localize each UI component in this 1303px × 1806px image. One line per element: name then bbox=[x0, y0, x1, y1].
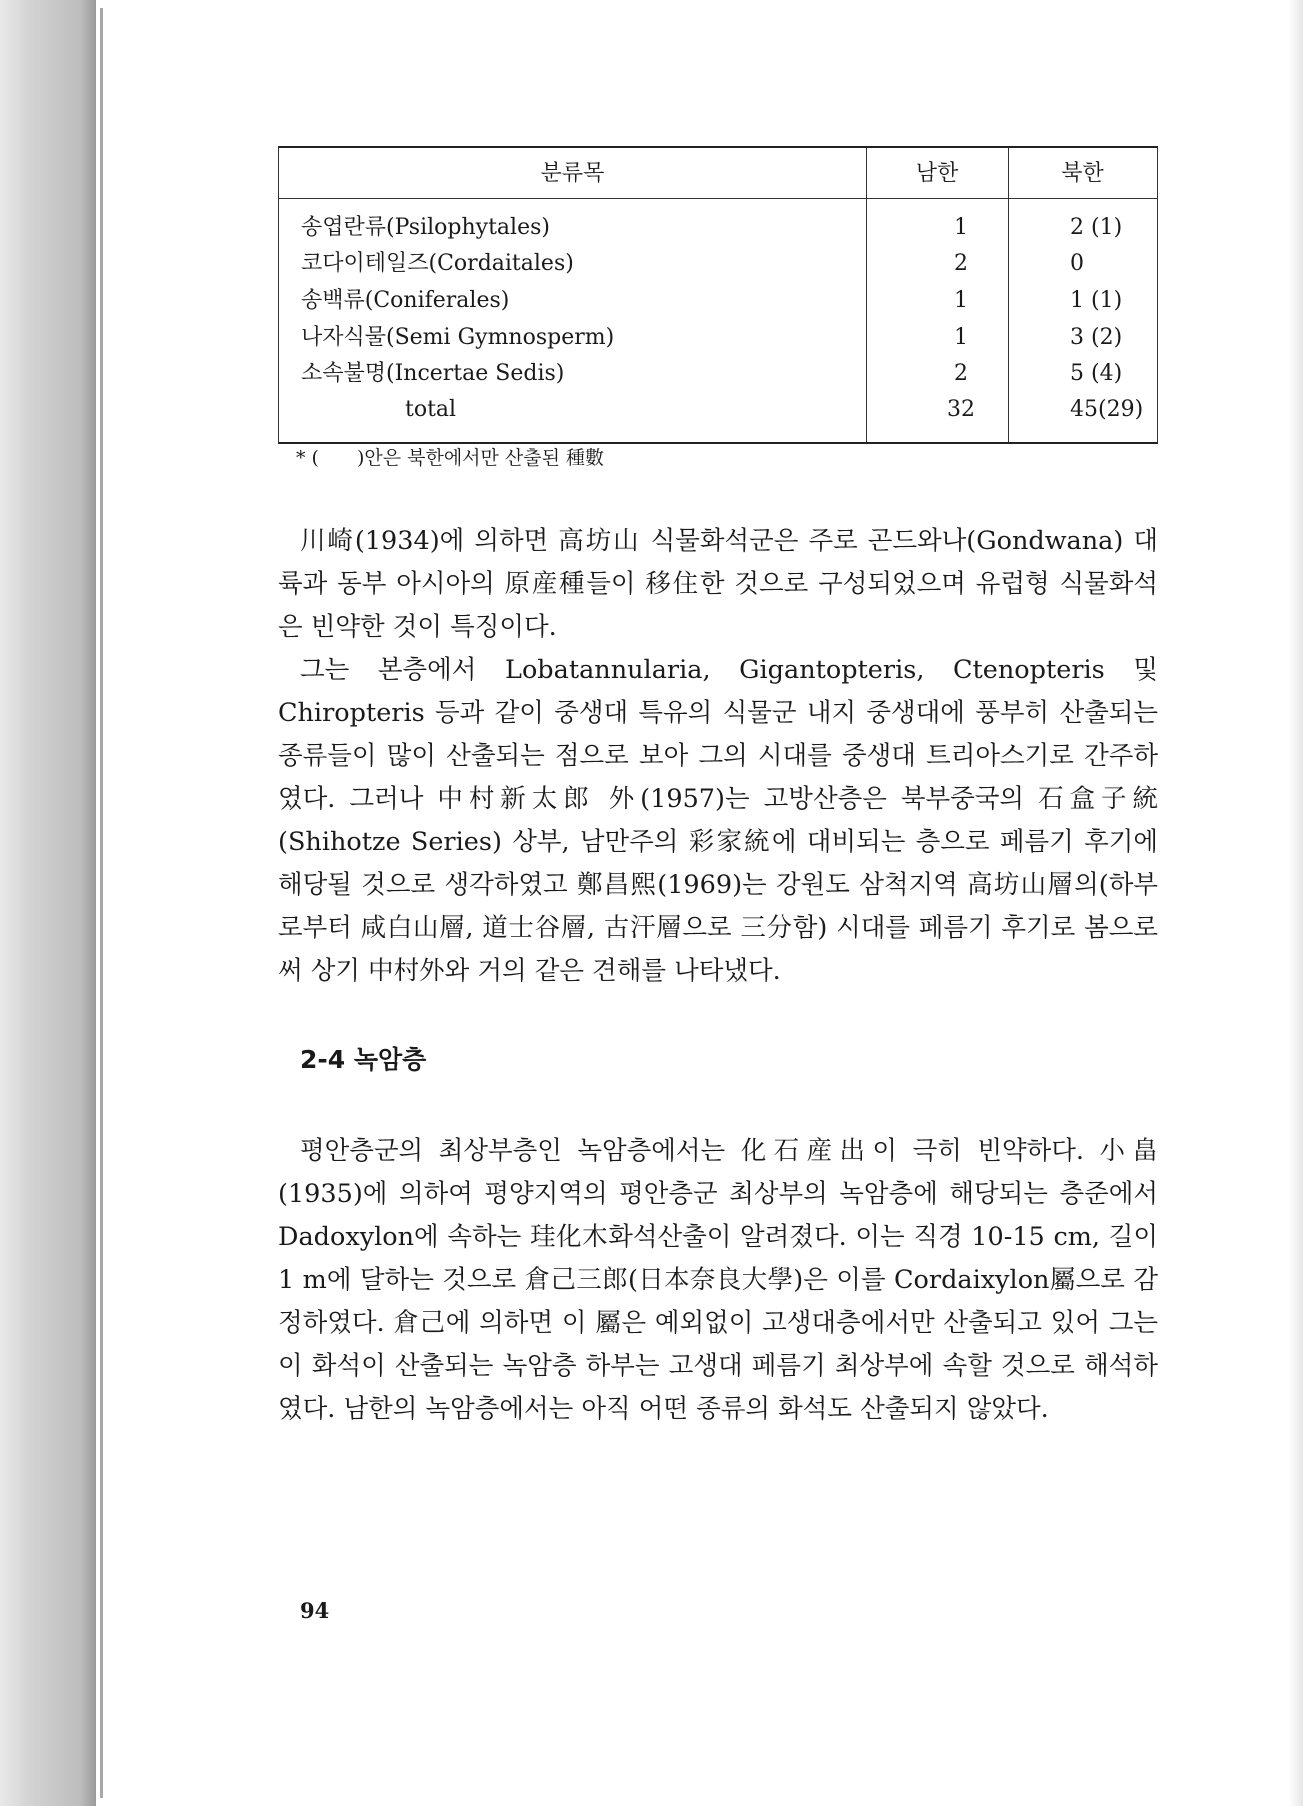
section-heading: 2-4 녹암층 bbox=[300, 1045, 427, 1074]
table-header-rule bbox=[279, 198, 1157, 199]
page-edge-line bbox=[100, 8, 103, 1798]
table-cell-south: 1 bbox=[954, 288, 968, 313]
table-divider bbox=[866, 148, 867, 442]
paragraph: 평안층군의 최상부층인 녹암층에서는 化石産出이 극히 빈약하다. 小畠(1935)에 의하여 평양지역의 평안층군 최상부의 녹암층에 해당되는 층준에서 Dadoxylon에 속하는 珪化木화석산출이 알려졌다. 이는 직경 10-15 cm, 길이 1 m에 달하는 것으로 倉己三郎(日本奈良大學)은 이를 Cordaixylon屬으로 감정하였다. 倉己에 의하면 이 屬은 예외없이 고생대층에서만 산출되고 있어 그는 이 화석이 산출되는 녹암층 하부는 고생대 페름기 최상부에 속할 것으로 해석하였다. 남한의 녹암층에서는 아직 어떤 종류의 화석도 산출되지 않았다. bbox=[278, 1136, 1158, 1424]
table-cell-south: 2 bbox=[954, 361, 968, 386]
table-cell-south: 1 bbox=[954, 215, 968, 240]
table-cell-north: 1 (1) bbox=[1070, 288, 1123, 313]
table-header-class: 분류목 bbox=[540, 161, 605, 186]
page-right-shade bbox=[1289, 0, 1303, 1806]
paragraph: 그는 본층에서 Lobatannularia, Gigantopteris, Ctenopteris 및 Chiropteris 등과 같이 중생대 특유의 식물군 내지 중생대에 풍부히 산출되는 종류들이 많이 산출되는 점으로 보아 그의 시대를 중생대 트리아스기로 간주하였다. 그러나 中村新太郎 外(1957)는 고방산층은 북부중국의 石盒子統(Shihotze Series) 상부, 남만주의 彩家統에 대비되는 층으로 페름기 후기에 해당될 것으로 생각하였고 鄭昌熙(1969)는 강원도 삼척지역 高坊山層의(하부로부터 咸白山層, 道士谷層, 古汗層으로 三分함) 시대를 페름기 후기로 봄으로써 상기 中村外와 거의 같은 견해를 나타냈다. bbox=[278, 655, 1158, 986]
table-cell-north: 5 (4) bbox=[1070, 361, 1123, 386]
table-cell-north: 45(29) bbox=[1070, 397, 1144, 422]
table-cell-label: 송백류(Coniferales) bbox=[301, 288, 510, 313]
table-cell-north: 0 bbox=[1070, 251, 1084, 276]
table-header-north: 북한 bbox=[1061, 161, 1104, 186]
table-cell-north: 2 (1) bbox=[1070, 215, 1123, 240]
table-cell-total-label: total bbox=[405, 397, 457, 422]
page-number: 94 bbox=[300, 1598, 330, 1623]
table-cell-south: 1 bbox=[954, 325, 968, 350]
table-cell-south: 2 bbox=[954, 251, 968, 276]
table-divider bbox=[1008, 148, 1009, 442]
page-content bbox=[278, 0, 1158, 1806]
table-cell-label: 송엽란류(Psilophytales) bbox=[301, 215, 550, 240]
page-edge-shadow bbox=[0, 0, 96, 1806]
table-cell-label: 코다이테일즈(Cordaitales) bbox=[301, 251, 574, 276]
table-cell-north: 3 (2) bbox=[1070, 325, 1123, 350]
table-header-south: 남한 bbox=[915, 161, 959, 186]
table-footnote: * ( )안은 북한에서만 산출된 種數 bbox=[296, 447, 605, 469]
classification-table bbox=[278, 146, 1158, 444]
paragraph: 川崎(1934)에 의하면 高坊山 식물화석군은 주로 곤드와나(Gondwana) 대륙과 동부 아시아의 原産種들이 移住한 것으로 구성되었으며 유럽형 식물화석은 빈약한 것이 특징이다. bbox=[278, 526, 1158, 642]
table-cell-label: 나자식물(Semi Gymnosperm) bbox=[301, 325, 615, 350]
table-cell-south: 32 bbox=[947, 397, 975, 422]
table-cell-label: 소속불명(Incertae Sedis) bbox=[301, 361, 565, 386]
